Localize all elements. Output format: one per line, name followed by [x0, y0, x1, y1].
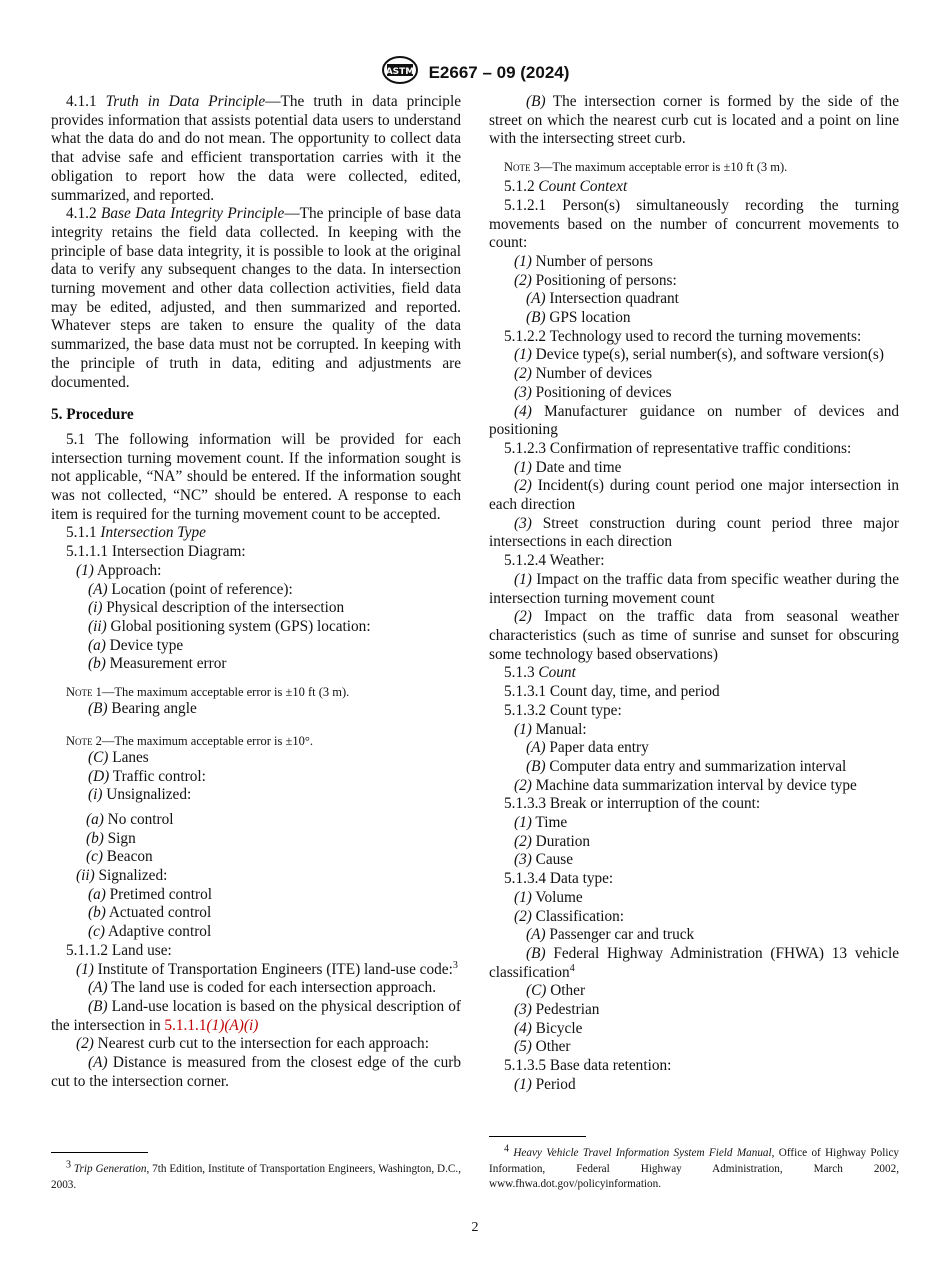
list-item: (A) The land use is coded for each intersection approach.: [88, 979, 437, 997]
list-item: (1) Impact on the traffic data from specific weather during the intersection turning movement count: [489, 570, 899, 607]
list-item: (B) Land-use location is based on the physical description of the intersection in 5.1.1.1(1)(A)(i): [51, 997, 461, 1034]
list-item: (2) Positioning of persons:: [514, 271, 677, 289]
list-item: (B) The intersection corner is formed by the side of the street on which the nearest curb cut is located and a point on line with the intersecting street curb.: [489, 93, 899, 148]
list-item: (4) Manufacturer guidance on number of devices and positioning: [489, 402, 899, 439]
list-item: (C) Other: [526, 982, 586, 1000]
para-5-1-2-2: 5.1.2.2 Technology used to record the turning movements:: [504, 327, 862, 345]
para-5-1-2-4: 5.1.2.4 Weather:: [504, 552, 605, 570]
list-item: (ii) Signalized:: [76, 867, 168, 885]
footnote-rule-right: [489, 1136, 586, 1137]
list-item: (2) Incident(s) during count period one major intersection in each direction: [489, 477, 899, 514]
list-item: (B) Bearing angle: [88, 700, 197, 718]
para-5-1-3-4: 5.1.3.4 Data type:: [504, 870, 614, 888]
list-item: (i) Physical description of the intersection: [88, 599, 345, 617]
list-item: (1) Approach:: [76, 561, 162, 579]
para-5-1: 5.1 The following information will be provided for each intersection turning movement count. If the information sought is not applicable, “NA” should be entered. If the information sought was not collected, “NC” should be entered. A response to each item is required for the turning movement count to be accepted.: [51, 430, 461, 523]
list-item: (2) Nearest curb cut to the intersection for each approach:: [76, 1035, 429, 1053]
list-item: (c) Beacon: [86, 848, 153, 866]
list-item: (i) Unsignalized:: [88, 786, 192, 804]
section-heading-procedure: 5. Procedure: [51, 406, 134, 424]
list-item: (3) Pedestrian: [514, 1001, 600, 1019]
para-4-1-2: 4.1.2 Base Data Integrity Principle—The principle of base data integrity retains the field data collected. In keeping with the principle of base data integrity, it is possible to look at the original data to verify any subsequent changes to the data. In intersection turning movement and other data collection activities, field data may be edited, adjusted, and then summarized and reported. Whatever steps are taken to ensure the quality of the data summarized, the base data must not be corrupted. In keeping with the principle of truth in data, editing and adjustments are documented.: [51, 205, 461, 391]
list-item: (C) Lanes: [88, 748, 149, 766]
list-item: (1) Volume: [514, 888, 583, 906]
document-designation: E2667 – 09 (2024): [428, 62, 570, 82]
list-item: (3) Cause: [514, 851, 574, 869]
left-column: [51, 93, 461, 1091]
list-item: (4) Bicycle: [514, 1019, 583, 1037]
list-item: (3) Positioning of devices: [514, 383, 672, 401]
svg-text:ASTM: ASTM: [385, 67, 414, 77]
list-item: (b) Sign: [86, 829, 136, 847]
list-item: (1) Time: [514, 814, 568, 832]
list-item: (A) Location (point of reference):: [88, 580, 293, 598]
list-item: (a) Pretimed control: [88, 885, 213, 903]
list-item: (1) Period: [514, 1075, 576, 1093]
list-item: (1) Date and time: [514, 458, 622, 476]
list-item: (A) Passenger car and truck: [526, 926, 695, 944]
note-2: Note 2—The maximum acceptable error is ±10°.: [66, 733, 313, 748]
para-5-1-1-2: 5.1.1.2 Land use:: [66, 941, 172, 959]
para-5-1-2: 5.1.2 Count Context: [504, 178, 628, 196]
list-item: (1) Device type(s), serial number(s), and software version(s): [514, 346, 884, 364]
para-5-1-1: 5.1.1 Intersection Type: [66, 524, 206, 542]
list-item: (A) Paper data entry: [526, 739, 649, 757]
para-5-1-3-2: 5.1.3.2 Count type:: [504, 701, 622, 719]
list-item: (B) GPS location: [526, 309, 631, 327]
astm-logo-icon: [381, 55, 419, 90]
list-item: (2) Duration: [514, 832, 591, 850]
section-link[interactable]: 5.1.1.1(1)(A)(i): [164, 1016, 259, 1034]
para-5-1-3-1: 5.1.3.1 Count day, time, and period: [504, 683, 720, 701]
page-header: [0, 55, 950, 90]
list-item: (3) Street construction during count period three major intersections in each direction: [489, 514, 899, 551]
list-item: (5) Other: [514, 1038, 571, 1056]
list-item: (2) Impact on the traffic data from seasonal weather characteristics (such as time of sunrise and sunset for obscuring some technology based observations): [489, 608, 899, 663]
list-item: (2) Number of devices: [514, 365, 653, 383]
para-5-1-3: 5.1.3 Count: [504, 664, 576, 682]
right-column: [489, 93, 899, 1095]
page-number: 2: [471, 1220, 479, 1235]
list-item: (a) Device type: [88, 636, 184, 654]
list-item: (2) Classification:: [514, 907, 625, 925]
list-item: (B) Computer data entry and summarization interval: [526, 757, 847, 775]
list-item: (1) Institute of Transportation Engineers (ITE) land-use code:$^3$: [76, 959, 458, 978]
para-4-1-1: 4.1.1 Truth in Data Principle—The truth in data principle provides information that assists potential data users to understand what the data do and do not mean. The opportunity to collect data that advise safe and efficient transportation carries with it the obligation to report how the data were collected, edited, summarized, and reported.: [51, 93, 461, 204]
list-item: (A) Intersection quadrant: [526, 290, 679, 308]
para-5-1-2-3: 5.1.2.3 Confirmation of representative traffic conditions:: [504, 439, 852, 457]
list-item: (D) Traffic control:: [88, 767, 206, 785]
list-item: (ii) Global positioning system (GPS) location:: [88, 617, 371, 635]
list-item: (1) Number of persons: [514, 252, 653, 270]
list-item: (2) Machine data summarization interval by device type: [514, 776, 857, 794]
footnote-rule-left: [51, 1152, 148, 1153]
note-1: Note 1—The maximum acceptable error is ±10 ft (3 m).: [66, 685, 350, 700]
note-3: Note 3—The maximum acceptable error is ±10 ft (3 m).: [504, 160, 788, 175]
para-5-1-2-1: 5.1.2.1 Person(s) simultaneously recording the turning movements based on the number of concurrent movements to count:: [489, 196, 899, 252]
footnote-3: $^3$ Trip Generation, 7th Edition, Institute of Transportation Engineers, Washington, D.C., 2003.: [51, 1159, 461, 1191]
list-item: (1) Manual:: [514, 720, 587, 738]
list-item: (a) No control: [86, 810, 174, 828]
footnote-4: $^4$ Heavy Vehicle Travel Information System Field Manual, Office of Highway Policy Information, Federal Highway Administration, March 2002, www.fhwa.dot.gov/policyinformation.: [489, 1143, 900, 1190]
list-item: (b) Measurement error: [88, 655, 227, 673]
para-5-1-1-1: 5.1.1.1 Intersection Diagram:: [66, 543, 246, 561]
para-5-1-3-5: 5.1.3.5 Base data retention:: [504, 1057, 672, 1075]
list-item: (b) Actuated control: [88, 904, 212, 922]
list-item: (A) Distance is measured from the closest edge of the curb cut to the intersection corner.: [51, 1054, 461, 1090]
para-5-1-3-3: 5.1.3.3 Break or interruption of the count:: [504, 795, 761, 813]
list-item: (c) Adaptive control: [88, 923, 212, 941]
list-item: (B) Federal Highway Administration (FHWA) 13 vehicle classification$^4$: [489, 944, 899, 981]
